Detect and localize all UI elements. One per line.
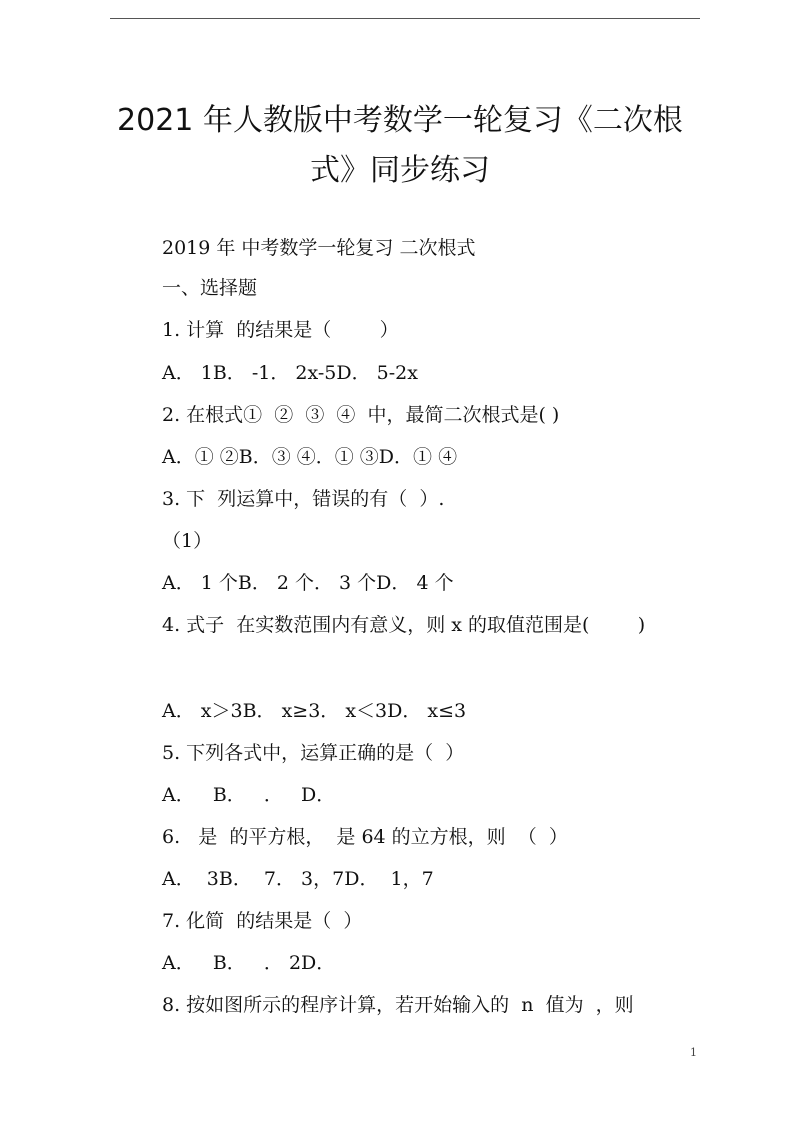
page-number: 1 xyxy=(690,1046,697,1059)
question-1: 1. 计算 的结果是（ ） xyxy=(162,319,399,341)
section-heading: 一、选择题 xyxy=(162,277,258,299)
title-line-2: 式》同步练习 xyxy=(310,153,490,188)
question-1-options: A． 1B． -1． 2x-5D． 5-2x xyxy=(162,362,418,384)
question-6: 6. 是 的平方根， 是 64 的立方根，则 （ ） xyxy=(162,826,568,848)
header-rule xyxy=(110,18,700,19)
question-3-item-1: （1） xyxy=(162,530,213,552)
question-5-options: A． B． ． D． xyxy=(162,784,336,806)
question-8: 8. 按如图所示的程序计算，若开始输入的 n 值为 ，则 xyxy=(162,994,634,1016)
question-5: 5. 下列各式中，运算正确的是（ ） xyxy=(162,742,465,764)
question-2-options: A．① ②B．③ ④．① ③D．① ④ xyxy=(162,446,458,468)
question-2: 2. 在根式① ② ③ ④ 中，最简二次根式是( ) xyxy=(162,404,560,426)
question-3-options: A． 1 个B． 2 个． 3 个D． 4 个 xyxy=(162,572,454,594)
document-title xyxy=(100,96,700,196)
question-4-options: A． x＞3B． x≥3． x＜3D． x≤3 xyxy=(162,700,467,722)
question-7-options: A． B． ． 2D． xyxy=(162,952,336,974)
question-3: 3. 下 列运算中，错误的有（ ）. xyxy=(162,488,445,510)
question-7: 7. 化简 的结果是（ ） xyxy=(162,910,363,932)
question-6-options: A． 3B． 7． 3，7D． 1，7 xyxy=(162,868,434,890)
title-line-1: 2021 年人教版中考数学一轮复习《二次根 xyxy=(117,103,683,138)
subtitle-line: 2019 年 中考数学一轮复习 二次根式 xyxy=(162,237,476,259)
question-4: 4. 式子 在实数范围内有意义，则 x 的取值范围是( ) xyxy=(162,614,646,636)
